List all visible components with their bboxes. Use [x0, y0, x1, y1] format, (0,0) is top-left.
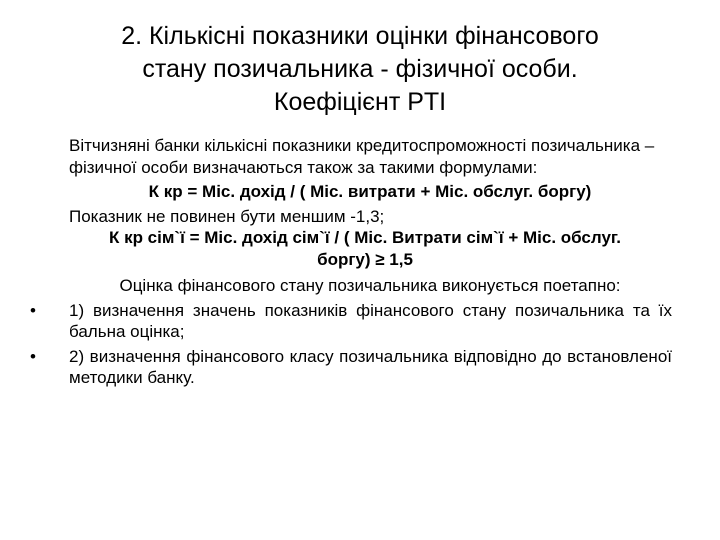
list-item	[0, 346, 720, 389]
formula-2-line-1: К кр сім`ї = Міс. дохід сім`ї / ( Міс. Витрати сім`ї + Міс. обслуг.	[108, 228, 622, 247]
title-line-3: Коефіцієнт PTI	[273, 88, 447, 116]
formula-1: К кр = Міс. дохід / ( Міс. витрати + Міс. обслуг. боргу)	[148, 182, 592, 201]
list-item	[0, 300, 720, 343]
formula-2-line-2: боргу) ≥ 1,5	[317, 249, 413, 269]
list-item-text: 1) визначення значень показників фінансового стану позичальника та їх бальна оцінка;	[69, 300, 672, 341]
intro-text: Вітчизняні банки кількісні показники кредитоспроможності позичальника – фізичної особи визначаються також за такими формулами:	[69, 136, 655, 177]
stages-intro: Оцінка фінансового стану позичальника виконується поетапно:	[119, 276, 621, 295]
note-text: Показник не повинен бути меншим -1,3;	[69, 206, 385, 226]
title-line-1: 2. Кількісні показники оцінки фінансового	[121, 22, 599, 50]
title-line-2: стану позичальника - фізичної особи.	[142, 55, 578, 83]
list-item-text: 2) визначення фінансового класу позичальника відповідно до встановленої методики банку.	[69, 346, 672, 387]
bullet-icon: •	[30, 300, 36, 320]
slide-title	[40, 20, 680, 119]
slide-body	[0, 135, 720, 389]
bullet-icon: •	[30, 346, 36, 366]
